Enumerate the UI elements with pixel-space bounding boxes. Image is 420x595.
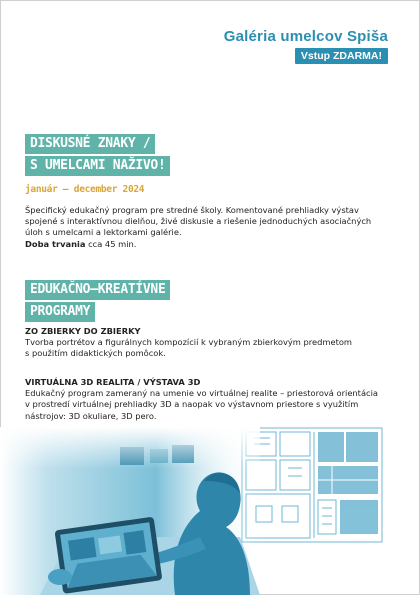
child-holding-tablet-in-gallery-photo (0, 427, 260, 595)
section1-heading-line: DISKUSNÉ ZNAKY / (25, 134, 155, 154)
paragraph-line: Špecifický edukačný program pre stredné školy. Komentované prehliadky výstav (25, 205, 359, 215)
date-range: január – december 2024 (25, 184, 145, 195)
section1-heading-line: S UMELCAMI NAŽIVO! (25, 156, 170, 176)
duration-line (25, 239, 395, 250)
program-line: nástrojov: 3D okuliare, 3D pero. (25, 410, 157, 421)
program-2 (25, 377, 395, 422)
duration-label: Doba trvania (25, 238, 86, 249)
program-title: ZO ZBIERKY DO ZBIERKY (25, 326, 141, 336)
section2-heading-line: EDUKAČNO–KREATÍVNE (25, 280, 170, 300)
program-title: VIRTUÁLNA 3D REALITA / VÝSTAVA 3D (25, 377, 201, 387)
program-line: Edukačný program zameraný na umenie vo virtuálnej realite – priestorová orientácia (25, 388, 378, 399)
section2-heading-line: PROGRAMY (25, 302, 95, 322)
section1-heading (25, 134, 170, 178)
brand-header (224, 28, 388, 64)
gallery-name: Galéria umelcov Spiša (223, 28, 388, 45)
paragraph-line: spojené s interaktívnou dielňou, živé diskusie a riešenie jednoduchých asociačných (25, 216, 372, 227)
program-1 (25, 326, 395, 360)
section1-paragraph (25, 205, 395, 250)
paragraph-line: úloh s umelcami a lektorkami galérie. (25, 227, 182, 238)
section2-heading (25, 280, 170, 324)
program-line: Tvorba portrétov a figurálnych kompozícií k vybraným zbierkovým predmetom (25, 337, 352, 348)
program-line: s použitím didaktických pomôcok. (25, 348, 166, 359)
free-entry-badge: Vstup ZDARMA! (295, 48, 388, 64)
duration-value: cca 45 min. (85, 238, 137, 249)
program-line: v prostredí virtuálnej prehliadky 3D a naopak vo výstavnom priestore s využitím (25, 399, 359, 410)
